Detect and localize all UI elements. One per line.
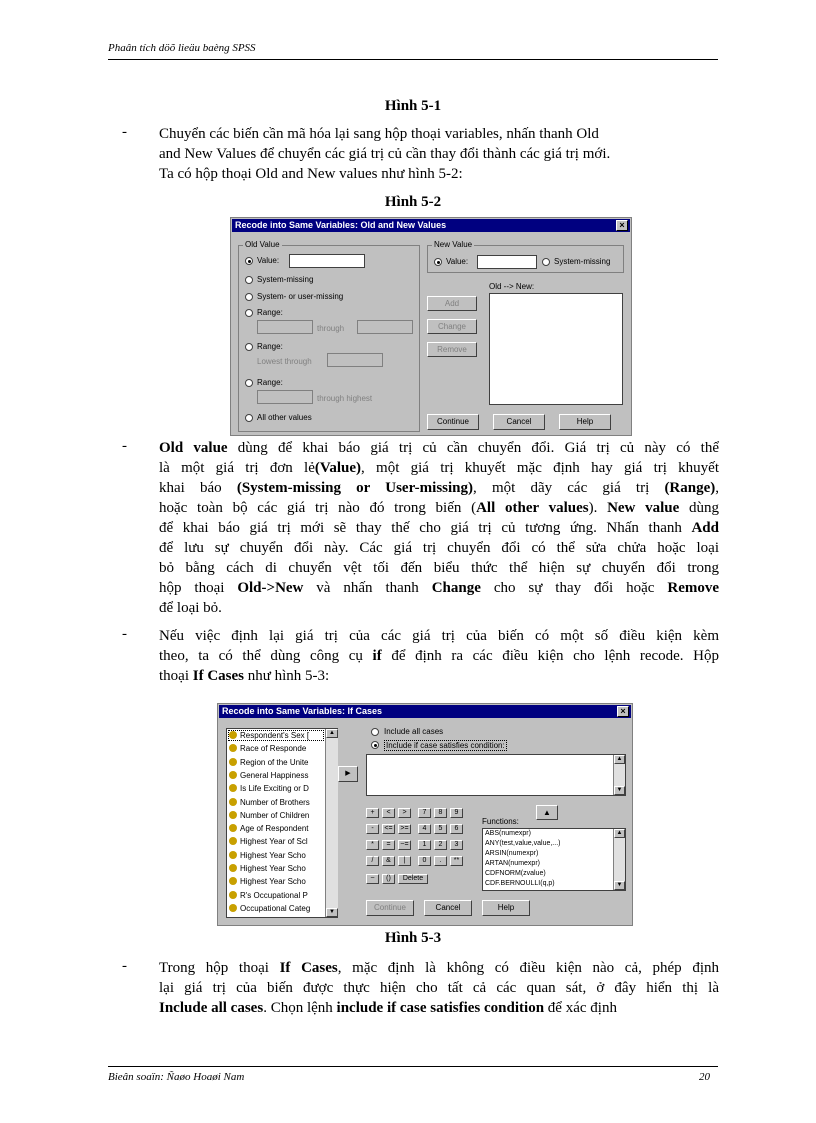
function-item[interactable]: CDFNORM(zvalue) [485,870,546,877]
old-new-values-dialog: Recode into Same Variables: Old and New Values × Old Value Value: System-missing System- or user-missing Range: through Range: Lowest through Range: through highest All other values New Value Value: System-missing Old --> New: Add Change Remove Continue Cancel Help [230,217,632,436]
close-icon[interactable]: × [616,220,628,231]
keypad-key[interactable]: > [398,808,411,818]
variable-item[interactable]: R's Occupational P [229,891,323,900]
include-all-cases-radio[interactable] [371,728,379,736]
paragraph-4 [159,958,719,1018]
range-lowest-radio[interactable] [245,343,253,351]
variable-item[interactable]: General Happiness [229,771,323,780]
variable-list[interactable] [226,728,338,918]
help-button[interactable]: Help [559,414,611,430]
new-value-input[interactable] [477,255,537,269]
figure-caption-5-3: Hình 5-3 [384,930,442,946]
change-button[interactable]: Change [427,319,477,334]
text-line: Include all cases. Chọn lệnh include if case satisfies condition để xác định [159,1000,617,1016]
text-line: theo, ta có thể dùng công cụ if để định ra các điều kiện cho lệnh recode. Hộp [159,648,720,664]
old-new-list[interactable] [489,293,623,405]
variable-item[interactable]: Region of the Unite [229,758,323,767]
keypad-key[interactable]: 8 [434,808,447,818]
scroll-down-icon[interactable]: ▼ [326,908,338,917]
keypad-key[interactable]: 5 [434,824,447,834]
variable-icon [229,744,237,752]
add-button[interactable]: Add [427,296,477,311]
continue-button[interactable]: Continue [366,900,414,916]
keypad-key[interactable]: 0 [418,856,431,866]
text-line: để khai báo giá trị mới sẽ thay thế cho giá trị củ tương ứng. Nhấn thanh Add [159,520,719,536]
variable-item[interactable]: Number of Children [229,811,323,820]
keypad-key[interactable]: ~= [398,840,411,850]
sys-user-missing-radio[interactable] [245,293,253,301]
range-radio[interactable] [245,309,253,317]
if-cases-dialog: Recode into Same Variables: If Cases × ▲ ▼ Respondent's Sex [ Race of Responde Region of the Unite General Happiness Is Life Exciting or D Number of Brothers Number of Children Age of Respondent Highest Year of Scl Highest Year Scho Highest Year Scho Highest Year Scho R's Occupational P Occupational Categ Include all cases Include if case satisfies condition: ▶ ▲ ▼ + < > 7 8 9 - <= >= 4 5 6 * = ~= 1 2 3 / & | 0 . ** ~ () Delete Functions: ▲ ▲ ▼ ABS(numexpr) ANY(test,value,value,...) ARSIN(numexpr) ARTAN(numexpr) CDFNORM(zvalue) CDF.BERNOULLI(q,p) Continue Cancel Help [217,703,633,926]
all-other-values-radio[interactable] [245,414,253,422]
text-line: là một giá trị đơn lẻ(Value), một giá trị khuyết mặc định hay giá trị khuyết [159,460,719,476]
keypad-key[interactable]: 7 [418,808,431,818]
functions-list[interactable] [482,828,626,891]
variable-item[interactable]: Occupational Categ [229,904,323,913]
range-highest-radio[interactable] [245,379,253,387]
range-to-input[interactable] [357,320,413,334]
keypad-key[interactable]: + [366,808,379,818]
paragraph-3 [159,626,719,686]
keypad-key[interactable]: 6 [450,824,463,834]
variable-item[interactable]: Number of Brothers [229,798,323,807]
figure-caption-5-2: Hình 5-2 [384,194,442,210]
variable-icon [229,891,237,899]
cancel-button[interactable]: Cancel [424,900,472,916]
variable-icon [229,798,237,806]
keypad-key[interactable]: ** [450,856,463,866]
continue-button[interactable]: Continue [427,414,479,430]
text-line: hoặc toàn bộ các giá trị nào đó trong biến (All other values). New value dùng [159,500,719,516]
text-line: Old value dùng để khai báo giá trị củ cần chuyển đổi. Giá trị củ này có thể [159,440,719,456]
new-system-missing-radio[interactable] [542,258,550,266]
keypad-key[interactable]: ~ [366,874,379,884]
variable-icon [229,811,237,819]
keypad-key[interactable]: Delete [398,874,428,884]
remove-button[interactable]: Remove [427,342,477,357]
keypad-key[interactable]: <= [382,824,395,834]
keypad-key[interactable]: 4 [418,824,431,834]
lowest-through-input[interactable] [327,353,383,367]
old-value-group: Old Value [238,245,420,432]
paragraph-2 [159,438,719,618]
keypad-key[interactable]: 9 [450,808,463,818]
value-radio[interactable] [245,257,253,265]
insert-function-up-icon[interactable]: ▲ [536,805,558,820]
cancel-button[interactable]: Cancel [493,414,545,430]
condition-expression-input[interactable] [366,754,626,796]
text-line: bỏ bằng cách di chuyển vệt tối đến biểu thức thể hiện sự chuyển đổi trong [159,560,719,576]
variable-item[interactable]: Highest Year Scho [229,864,323,873]
variable-icon [229,877,237,885]
variable-icon [229,824,237,832]
text-line: lại giá trị của biến được thực hiện cho tất cả các quan sát, ở đây hiển thị là [159,980,719,996]
variable-item[interactable]: Race of Responde [229,744,323,753]
text-line: hộp thoại Old->New và nhấn thanh Change cho sự thay đổi hoặc Remove [159,580,720,596]
variable-icon [229,851,237,859]
variable-icon [229,837,237,845]
dialog-titlebar: Recode into Same Variables: If Cases × [219,705,631,718]
function-item[interactable]: ANY(test,value,value,...) [485,840,561,847]
scroll-up-icon[interactable]: ▲ [614,829,625,838]
keypad-key[interactable]: . [434,856,447,866]
variable-icon [229,864,237,872]
move-variable-arrow-icon[interactable]: ▶ [338,766,358,782]
variable-icon [229,731,237,739]
page-footer: Bieân soaïn: Ñaøo Hoaøi Nam 20 [108,1066,718,1086]
variable-item[interactable]: Respondent's Sex [ [229,731,323,740]
keypad-key[interactable]: & [382,856,395,866]
variable-item[interactable]: Highest Year Scho [229,851,323,860]
help-button[interactable]: Help [482,900,530,916]
text-line: Trong hộp thoại If Cases, mặc định là không có điều kiện nào cả, phép định [159,960,720,976]
keypad-key[interactable]: < [382,808,395,818]
function-item[interactable]: CDF.BERNOULLI(q,p) [485,880,555,887]
range-from-input[interactable] [257,320,313,334]
scroll-down-icon[interactable]: ▼ [614,881,625,890]
close-icon[interactable]: × [617,706,629,717]
figure-caption-5-1: Hình 5-1 [384,98,442,114]
new-value-radio[interactable] [434,258,442,266]
keypad-key[interactable]: 2 [434,840,447,850]
scroll-up-icon[interactable]: ▲ [614,755,625,764]
variable-list-scrollbar[interactable] [325,729,338,917]
variable-icon [229,784,237,792]
function-item[interactable]: ABS(numexpr) [485,830,531,837]
include-if-radio[interactable] [371,741,379,749]
text-line: để lưu sự chuyển đổi này. Các giá trị chuyển đổi có thể sửa chửa hoặc loại [159,540,719,556]
variable-icon [229,904,237,912]
keypad-key[interactable]: * [366,840,379,850]
text-line: thoại If Cases như hình 5-3: [159,668,330,684]
keypad-key[interactable]: | [398,856,411,866]
keypad-key[interactable]: / [366,856,379,866]
paragraph-1: Chuyển các biến cần mã hóa lại sang hộp thoại variables, nhấn thanh Old and New Values để chuyển các giá trị củ cần thay đổi thành các giá trị mới. Ta có hộp thoại Old and New values như hình 5-2: [159,126,611,182]
text-line: khai báo (System-missing or User-missing), một dãy các giá trị (Range), [159,480,720,496]
function-item[interactable]: ARSIN(numexpr) [485,850,539,857]
text-line: để loại bỏ. [159,600,222,616]
keypad-key[interactable]: >= [398,824,411,834]
variable-item[interactable]: Highest Year Scho [229,877,323,886]
keypad-key[interactable]: () [382,874,395,884]
scroll-down-icon[interactable]: ▼ [614,786,625,795]
variable-item[interactable]: Highest Year of Scl [229,837,323,846]
keypad-key[interactable]: = [382,840,395,850]
keypad-key[interactable]: - [366,824,379,834]
page-number: 20 [699,1071,710,1083]
function-item[interactable]: ARTAN(numexpr) [485,860,540,867]
variable-item[interactable]: Is Life Exciting or D [229,784,323,793]
scroll-up-icon[interactable]: ▲ [326,729,338,738]
page-header: Phaân tích döõ lieäu baèng SPSS [108,40,718,60]
keypad-key[interactable]: 1 [418,840,431,850]
through-highest-input[interactable] [257,390,313,404]
new-value-group: New Value [427,245,624,273]
dialog-titlebar: Recode into Same Variables: Old and New Values × [232,219,630,232]
variable-item[interactable]: Age of Respondent [229,824,323,833]
text-line: Nếu việc định lại giá trị của các giá trị của biến có một số điều kiện kèm [159,628,719,644]
variable-icon [229,758,237,766]
system-missing-radio[interactable] [245,276,253,284]
variable-icon [229,771,237,779]
keypad-key[interactable]: 3 [450,840,463,850]
old-value-input[interactable] [289,254,365,268]
